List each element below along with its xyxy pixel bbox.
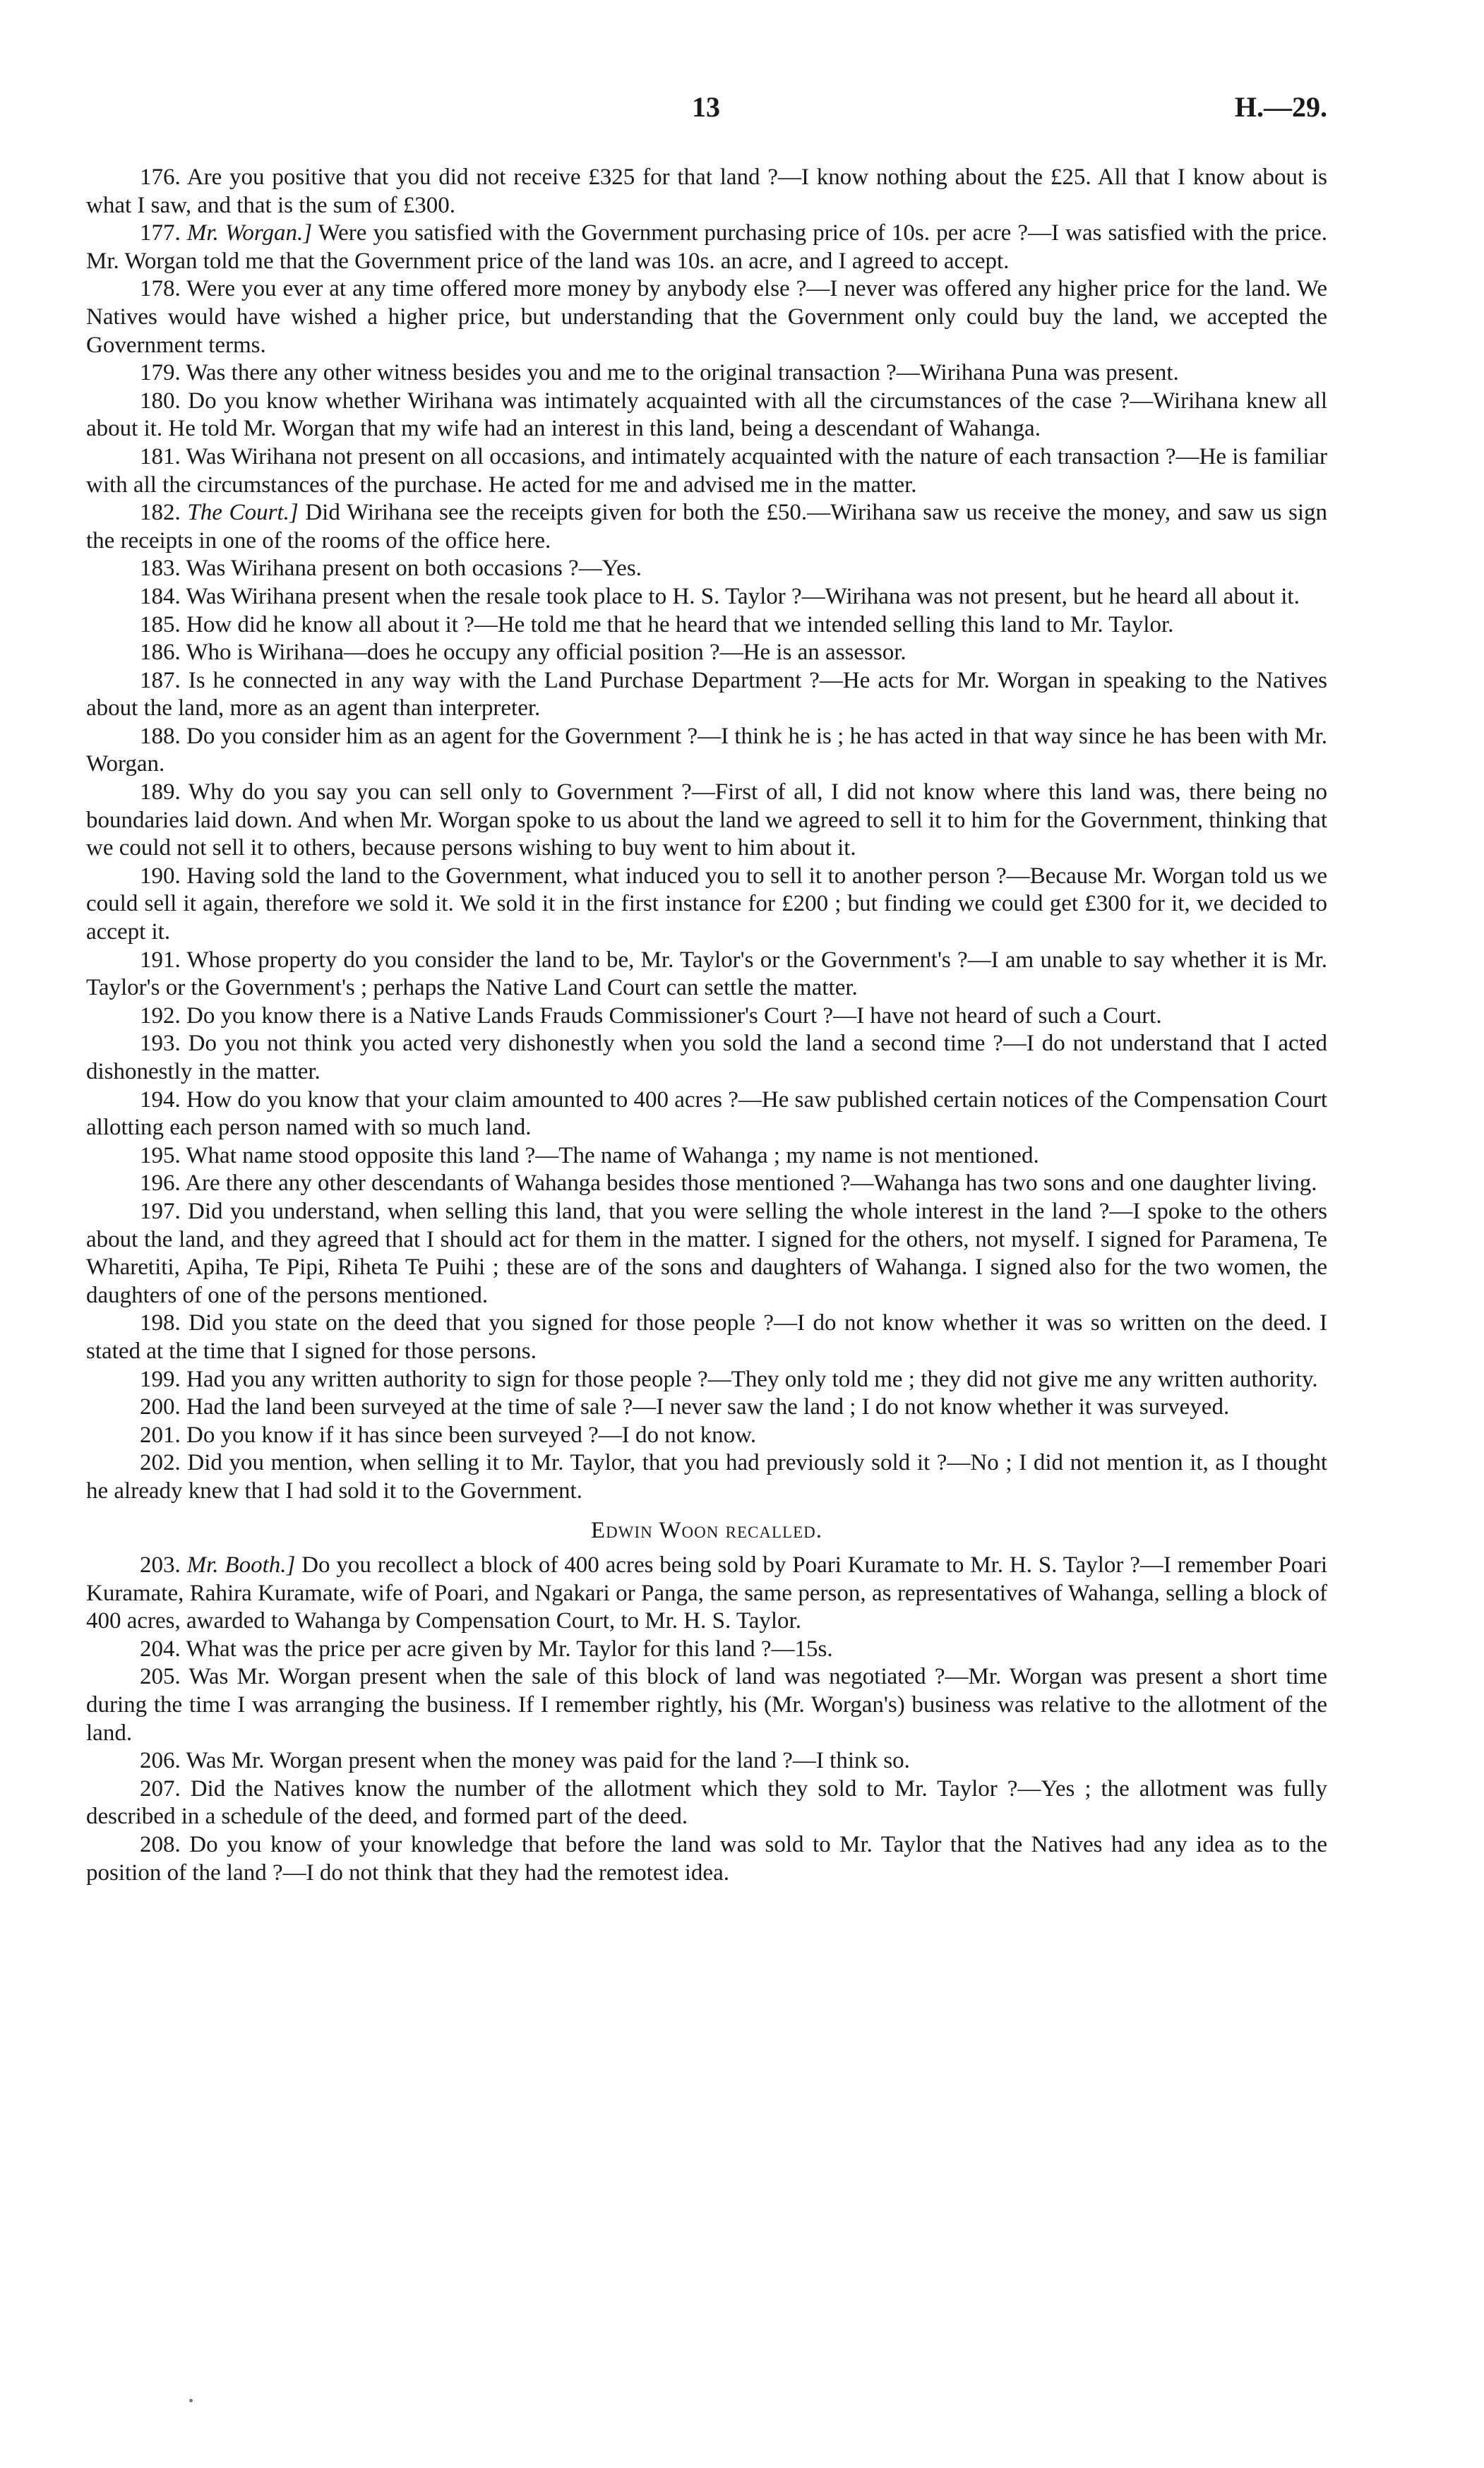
speaker-label: Mr. Worgan.] [186, 220, 313, 246]
question-answer-text: Do you know of your knowledge that before the land was sold to Mr. Taylor that the Natives had any idea as to the position of the land ?—I do not think that they had the remotest idea. [86, 1832, 1328, 1886]
question-answer-text: Do you recollect a block of 400 acres being sold by Poari Kuramate to Mr. H. S. Taylor ?—I remember Poari Kuramate, Rahira Kuramate, wife of Poari, and Ngakari or Panga, the same person, as representatives of Wahanga, selling a block of 400 acres, awarded to Wahanga by Compensation Court, to Mr. H. S. Taylor. [86, 1552, 1328, 1634]
question-paragraph [86, 1198, 1327, 1310]
question-answer-text: Was Wirihana not present on all occasions, and intimately acquainted with the nature of each transaction ?—He is familiar with all the circumstances of the purchase. He acted for me and advised me in the matter. [86, 443, 1328, 498]
question-answer-text: Having sold the land to the Government, what induced you to sell it to another person ?—Because Mr. Worgan told us we could sell it again, therefore we sold it. We sold it in the first instance for £200 ; but finding we could get £300 for it, we decided to accept it. [86, 863, 1328, 945]
question-number: 185. [140, 611, 181, 637]
question-answer-text: Did you understand, when selling this land, that you were selling the whole interest in the land ?—I spoke to the others about the land, and they agreed that I should act for them in the matter. I signed for the others, not myself. I signed for Paramena, Te Wharetiti, Apiha, Te Pipi, Riheta Te Puihi ; these are of the sons and daughters of Wahanga. I signed also for the two women, the daughters of one of the persons mentioned. [86, 1198, 1327, 1308]
document-reference: H.—29. [1234, 91, 1327, 123]
speaker-label: The Court.] [187, 500, 299, 526]
question-answer-text: Are there any other descendants of Wahanga besides those mentioned ?—Wahanga has two sons and one daughter living. [185, 1170, 1317, 1197]
question-number: 187. [140, 667, 181, 693]
question-paragraph [86, 1366, 1327, 1394]
question-answer-text: Had the land been surveyed at the time of sale ?—I never saw the land ; I do not know whether it was surveyed. [186, 1394, 1230, 1420]
question-answer-text: Whose property do you consider the land to be, Mr. Taylor's or the Government's ?—I am unable to say whether it is Mr. Taylor's or the Government's ; perhaps the Native Land Court can settle the matter. [86, 947, 1327, 1001]
printing-speck [189, 2399, 193, 2402]
question-paragraph [86, 1002, 1327, 1031]
page-header [85, 90, 1327, 133]
question-answer-text: Did you mention, when selling it to Mr. Taylor, that you had previously sold it ?—No ; I did not mention it, as I thought he already knew that I had sold it to the Government. [86, 1450, 1327, 1504]
question-answer-text: Had you any written authority to sign for those people ?—They only told me ; they did not give me any written authority. [186, 1366, 1318, 1392]
question-paragraph [86, 779, 1327, 863]
question-number: 178. [140, 276, 181, 302]
question-paragraph [86, 1422, 1327, 1450]
question-paragraph [86, 1775, 1327, 1831]
question-paragraph [86, 388, 1327, 443]
question-answer-text: Was Mr. Worgan present when the money was paid for the land ?—I think so. [186, 1748, 910, 1774]
question-paragraph [86, 723, 1327, 779]
question-answer-text: Do you know whether Wirihana was intimately acquainted with all the circumstances of the case ?—Wirihana knew all about it. He told Mr. Worgan that my wife had an interest in this land, being a descendant of Wahanga. [86, 388, 1328, 442]
question-number: 202. [140, 1450, 181, 1476]
question-paragraph [86, 1170, 1327, 1198]
question-answer-text: How did he know all about it ?—He told me that he heard that we intended selling this land to Mr. Taylor. [186, 611, 1174, 637]
page-body [86, 164, 1327, 1887]
question-number: 199. [140, 1366, 181, 1392]
question-number: 176. [140, 164, 181, 190]
question-answer-text: What name stood opposite this land ?—The name of Wahanga ; my name is not mentioned. [186, 1142, 1039, 1168]
question-answer-text: Were you satisfied with the Government purchasing price of 10s. per acre ?—I was satisfied with the price. Mr. Worgan told me that the Government price of the land was 10s. an acre, and I agreed to accept. [86, 220, 1328, 274]
question-number: 196. [140, 1170, 181, 1197]
section-heading: Edwin Woon recalled. [591, 1517, 822, 1543]
question-paragraph [86, 359, 1327, 388]
question-paragraph [86, 1449, 1327, 1505]
question-answer-text: Was Wirihana present when the resale took place to H. S. Taylor ?—Wirihana was not present, but he heard all about it. [186, 583, 1300, 609]
question-number: 195. [140, 1142, 181, 1168]
question-number: 201. [140, 1422, 181, 1448]
question-number: 190. [140, 863, 181, 889]
question-answer-text: Was Mr. Worgan present when the sale of this block of land was negotiated ?—Mr. Worgan was present a short time during the time I was arranging the business. If I remember rightly, his (Mr. Worgan's) business was relative to the allotment of the land. [86, 1664, 1327, 1746]
testimony-section-first [86, 164, 1327, 1506]
question-number: 203. [140, 1552, 181, 1579]
question-paragraph [86, 611, 1327, 640]
question-answer-text: Are you positive that you did not receive £325 for that land ?—I know nothing about the £25. All that I know about is what I saw, and that is the sum of £300. [86, 164, 1327, 218]
question-number: 189. [140, 779, 181, 805]
question-number: 180. [140, 388, 181, 414]
question-number: 177. [140, 220, 181, 246]
speaker-label: Mr. Booth.] [186, 1552, 296, 1579]
question-number: 193. [140, 1031, 181, 1057]
question-answer-text: Did Wirihana see the receipts given for both the £50.—Wirihana saw us receive the money, and saw us sign the receipts in one of the rooms of the office here. [86, 500, 1327, 553]
question-paragraph [86, 947, 1327, 1002]
question-paragraph [86, 1142, 1327, 1170]
question-answer-text: Is he connected in any way with the Land Purchase Department ?—He acts for Mr. Worgan in speaking to the Natives about the land, more as an agent than interpreter. [86, 667, 1327, 721]
question-answer-text: Did you state on the deed that you signed for those people ?—I do not know whether it was so written on the deed. I stated at the time that I signed for those persons. [86, 1310, 1327, 1364]
question-answer-text: Do you not think you acted very dishonestly when you sold the land a second time ?—I do not understand that I acted dishonestly in the matter. [86, 1031, 1328, 1084]
question-paragraph [86, 443, 1327, 499]
question-answer-text: What was the price per acre given by Mr. Taylor for this land ?—15s. [186, 1636, 833, 1662]
question-answer-text: Do you consider him as an agent for the Government ?—I think he is ; he has acted in that way since he has been with Mr. Worgan. [86, 723, 1327, 777]
question-paragraph [86, 1086, 1327, 1142]
question-answer-text: Was there any other witness besides you and me to the original transaction ?—Wirihana Puna was present. [186, 360, 1179, 386]
question-answer-text: Do you know there is a Native Lands Frauds Commissioner's Court ?—I have not heard of such a Court. [186, 1002, 1162, 1029]
question-number: 192. [140, 1002, 181, 1029]
question-number: 183. [140, 556, 181, 582]
question-number: 200. [140, 1394, 181, 1420]
question-answer-text: Do you know if it has since been surveyed ?—I do not know. [186, 1422, 757, 1448]
question-answer-text: Who is Wirihana—does he occupy any official position ?—He is an assessor. [186, 640, 906, 666]
question-paragraph [86, 164, 1327, 220]
page-number: 13 [692, 91, 720, 123]
question-number: 181. [140, 443, 181, 469]
question-answer-text: How do you know that your claim amounted to 400 acres ?—He saw published certain notices of the Compensation Court allotting each person named with so much land. [86, 1086, 1327, 1141]
question-paragraph [86, 667, 1327, 723]
question-number: 206. [140, 1748, 181, 1774]
question-number: 182. [140, 500, 181, 526]
question-paragraph [86, 1394, 1327, 1422]
question-number: 197. [140, 1198, 181, 1224]
question-number: 186. [140, 640, 181, 666]
question-number: 208. [140, 1832, 181, 1858]
question-answer-text: Was Wirihana present on both occasions ?—Yes. [186, 556, 642, 582]
question-paragraph [86, 220, 1327, 275]
question-number: 198. [140, 1310, 181, 1336]
testimony-section-second [86, 1552, 1327, 1887]
question-answer-text: Why do you say you can sell only to Government ?—First of all, I did not know where this land was, there being no boundaries laid down. And when Mr. Worgan spoke to us about the land we agreed to sell it to him for the Government, thinking that we could not sell it to others, because persons wishing to buy went to him about it. [86, 779, 1327, 861]
question-answer-text: Were you ever at any time offered more money by anybody else ?—I never was offered any higher price for the land. We Natives would have wished a higher price, but understanding that the Government only could buy the land, we accepted the Government terms. [86, 276, 1327, 358]
question-answer-text: Did the Natives know the number of the allotment which they sold to Mr. Taylor ?—Yes ; the allotment was fully described in a schedule of the deed, and formed part of the deed. [86, 1775, 1327, 1830]
question-paragraph [86, 275, 1327, 359]
question-paragraph [86, 1310, 1327, 1365]
question-paragraph [86, 1663, 1327, 1747]
question-number: 194. [140, 1086, 181, 1113]
question-number: 179. [140, 360, 181, 386]
question-number: 204. [140, 1636, 181, 1662]
question-paragraph [86, 499, 1327, 555]
question-paragraph [86, 555, 1327, 583]
question-paragraph [86, 1030, 1327, 1086]
question-paragraph [86, 1552, 1327, 1636]
question-number: 184. [140, 583, 181, 609]
question-paragraph [86, 1636, 1327, 1664]
question-number: 207. [140, 1775, 181, 1802]
question-paragraph [86, 1747, 1327, 1775]
question-number: 191. [140, 947, 181, 973]
question-paragraph [86, 583, 1327, 611]
question-number: 205. [140, 1664, 181, 1690]
question-paragraph [86, 639, 1327, 667]
question-number: 188. [140, 723, 181, 749]
question-paragraph [86, 1831, 1327, 1887]
question-paragraph [86, 863, 1327, 947]
